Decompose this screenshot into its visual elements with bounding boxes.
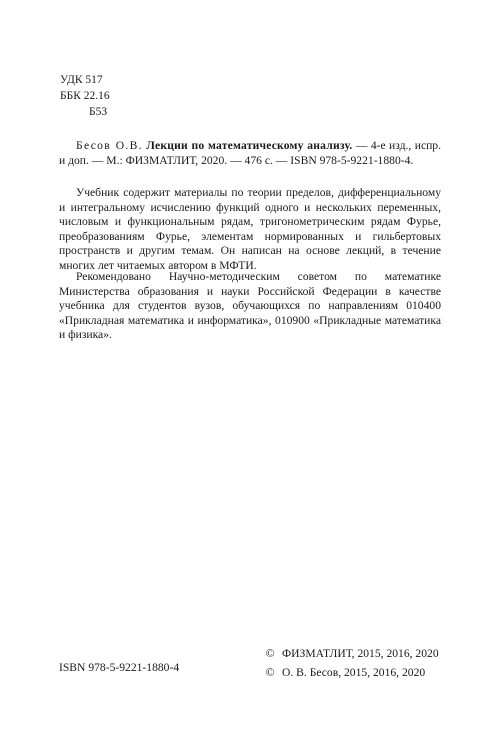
bib-details: — 4-е изд., испр. и доп. — М.: ФИЗМАТЛИТ, 2020. — 476 с. — ISBN 978-5-9221-1880-4.	[59, 139, 442, 167]
copyright-block	[264, 644, 439, 682]
bib-author: Бесов О.В.	[76, 139, 143, 152]
classification-block	[60, 72, 110, 120]
copyright-publisher: ФИЗМАТЛИТ, 2015, 2016, 2020	[282, 647, 439, 660]
udk-code: УДК 517	[60, 74, 103, 86]
author-mark: Б53	[89, 106, 108, 118]
bbk-code: ББК 22.16	[60, 90, 110, 102]
copyright-publisher-line	[264, 644, 439, 663]
abstract-text: Учебник содержит материалы по теории пределов, дифференциальному и интегральному исчислению функций одного и нескольких переменных, числовым и функциональным рядам, тригонометрическим рядам Фурье, преобразованиям Фурье, элементам нормированных и гильбертовых пространств и другим темам. Он написан на основе лекций, в течение многих лет читаемых автором в МФТИ.	[59, 186, 441, 272]
copyright-author-line	[264, 663, 439, 682]
copyright-author: О. В. Бесов, 2015, 2016, 2020	[282, 666, 426, 679]
abstract-paragraph	[59, 186, 441, 274]
recommendation-text: Рекомендовано Научно-методическим советом по математике Министерства образования и науки Российской Федерации в качестве учебника для студентов вузов, обучающихся по направлениям 010400 «Прикладная математика и информатика», 010900 «Прикладные математика и физика».	[59, 270, 441, 342]
recommendation-paragraph	[59, 270, 441, 343]
footer-isbn: ISBN 978-5-9221-1880-4	[59, 661, 180, 674]
copyright-icon: ©	[265, 665, 275, 679]
bib-title: Лекции по математическому анализу.	[146, 139, 353, 152]
bibliographic-record	[59, 139, 441, 168]
copyright-icon: ©	[265, 646, 275, 660]
